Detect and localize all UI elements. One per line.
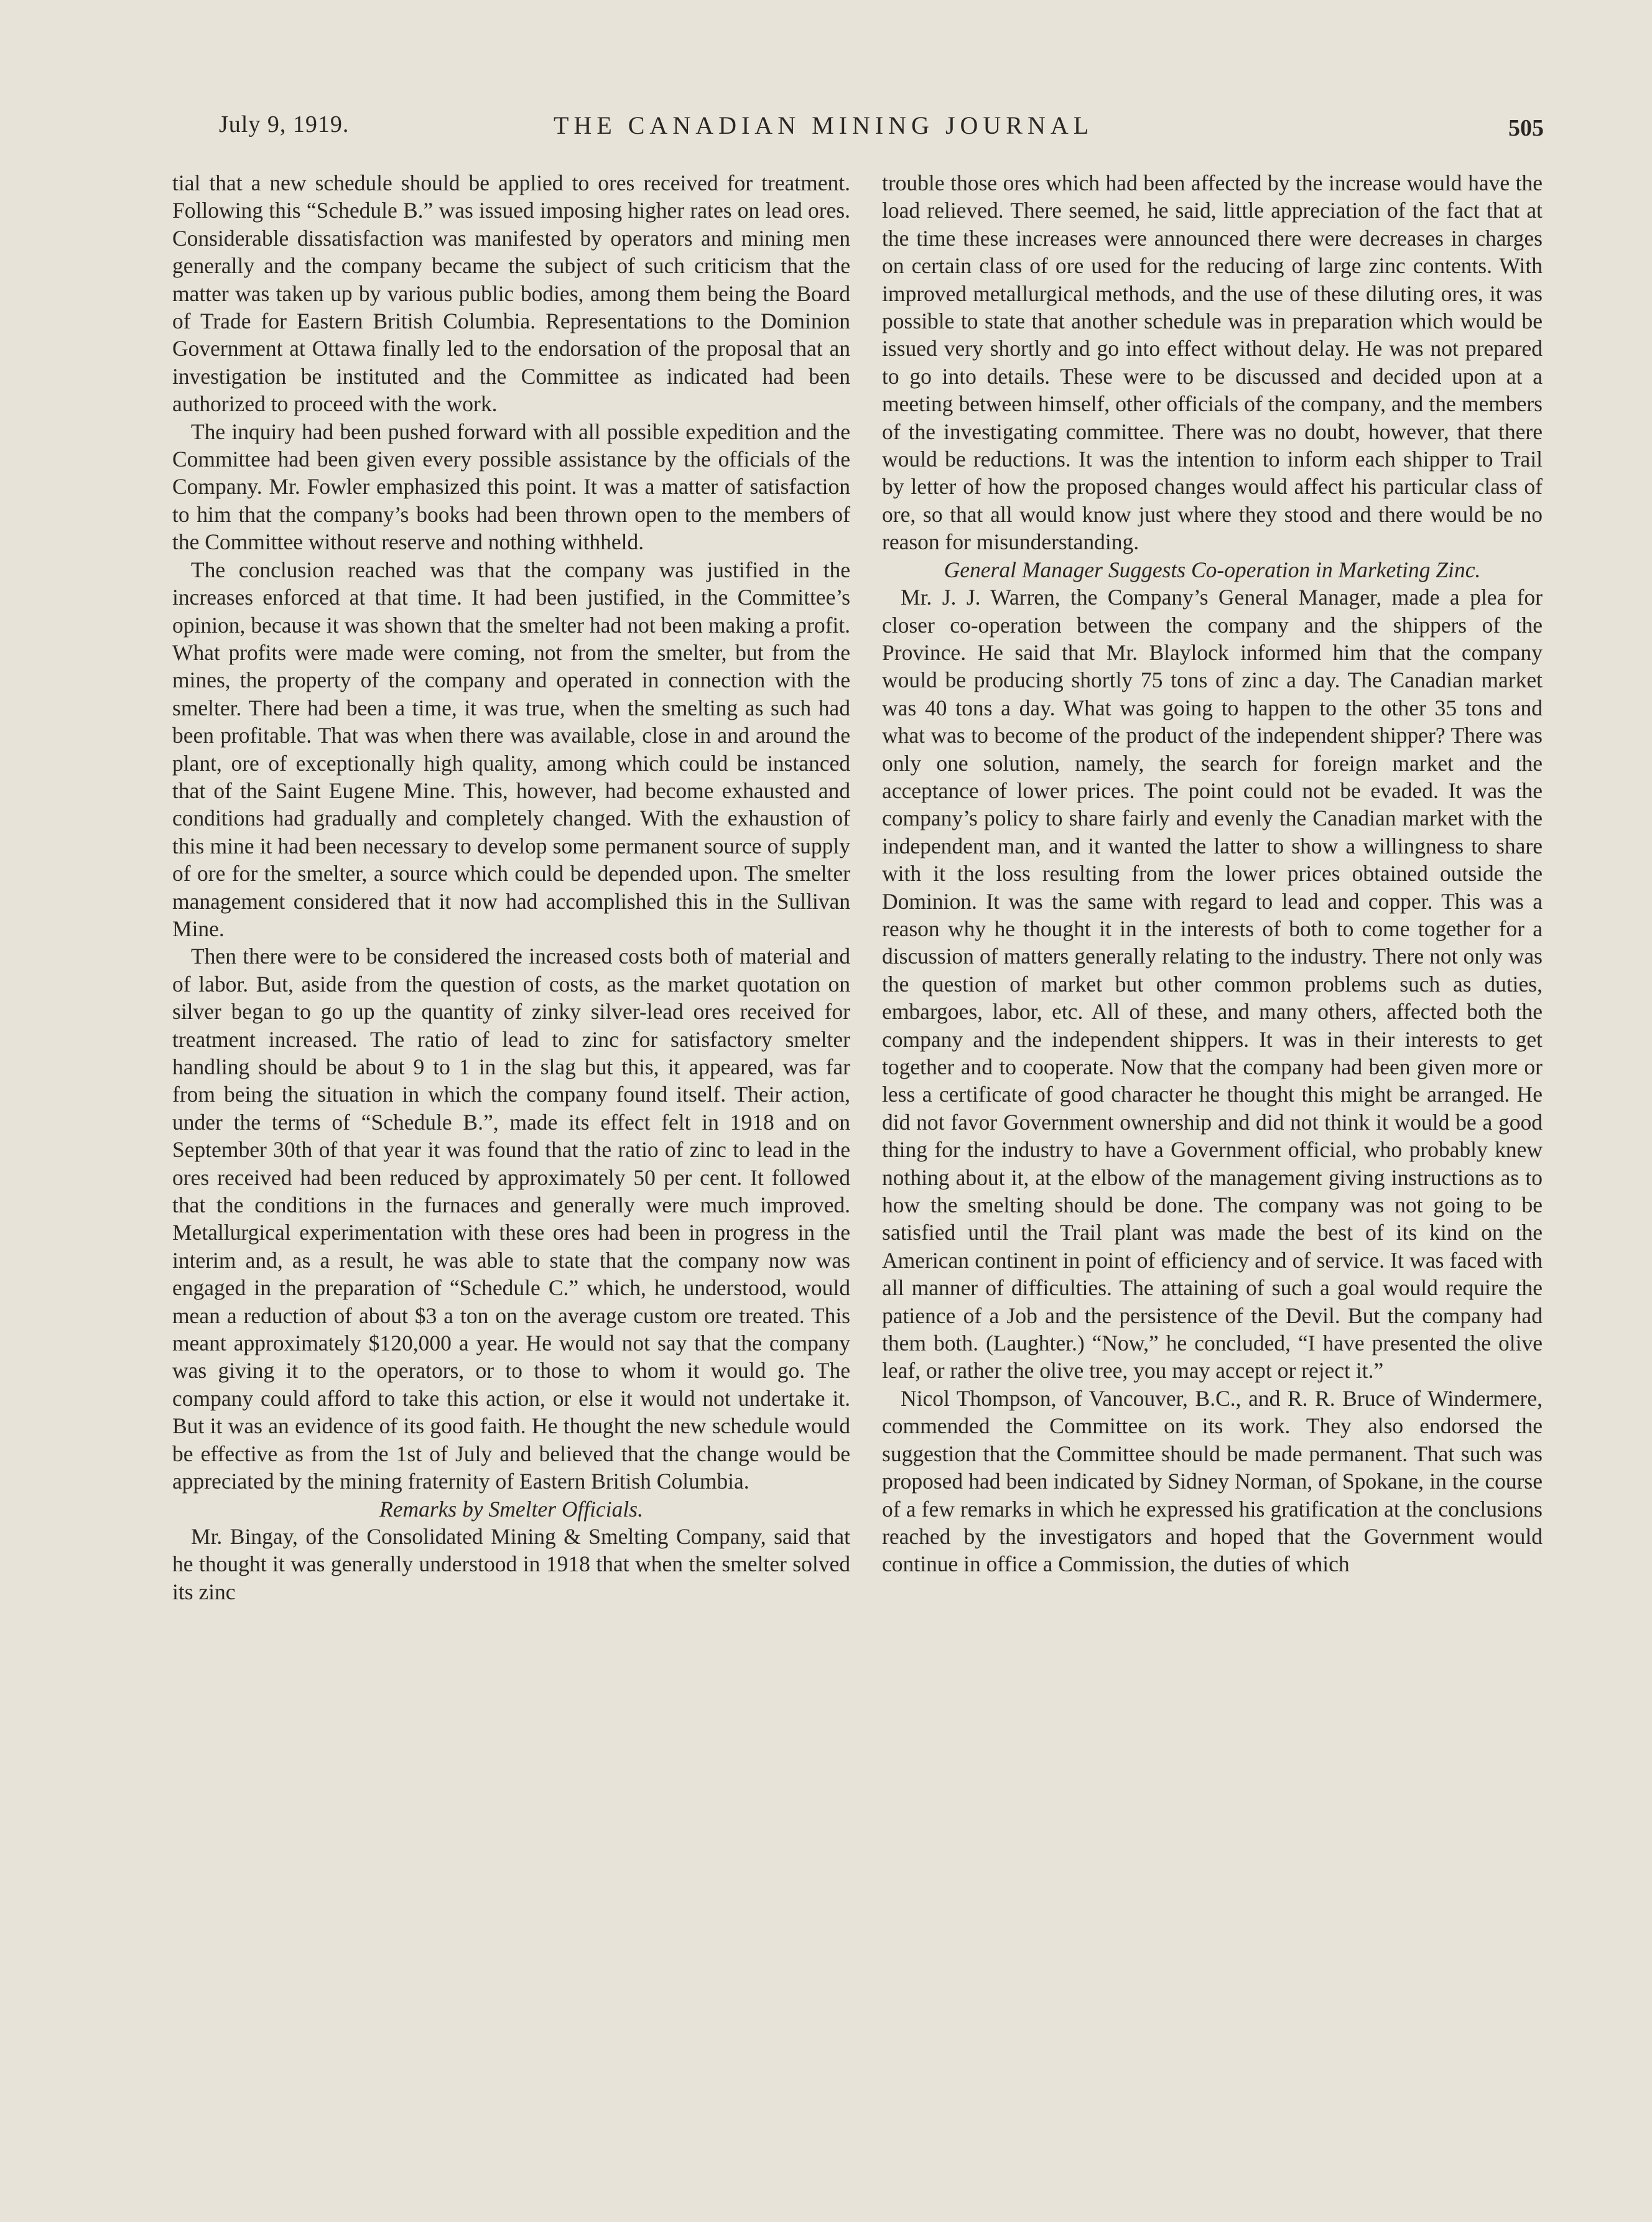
section-subheading: Remarks by Smelter Officials. [379,1496,643,1522]
running-header [0,111,1652,154]
paragraph: Nicol Thompson, of Vancouver, B.C., and R. R. Bruce of Windermere, commended the Committee on its work. They also endorsed the suggestion that the Committee should be made permanent. That such was proposed had been indicated by Sidney Norman, of Spokane, in the course of a few remarks in which he expressed his gratification at the conclusions reached by the investigators and hoped that the Government would continue in office a Commission, the duties of which [882,1385,1543,1577]
paragraph: Mr. J. J. Warren, the Company’s General Manager, made a plea for closer co-operation between the company and the shippers of the Province. He said that Mr. Blaylock informed him that the company would be producing shortly 75 tons of zinc a day. The Canadian market was 40 tons a day. What was going to happen to the other 35 tons and what was to become of the product of the independent shipper? There was only one solution, namely, the search for foreign market and the acceptance of lower prices. The point could not be evaded. It was the company’s policy to share fairly and evenly the Canadian market with the independent man, and it wanted the latter to show a willingness to share with it the loss resulting from the lower prices obtained outside the Dominion. It was the same with regard to lead and copper. This was a reason why he thought it in the interests of both to come together for a discussion of matters generally relating to the industry. There not only was the question of market but other common problems such as duties, embargoes, labor, etc. All of these, and many others, affected both the company and the independent shippers. It was in their interests to get together and to cooperate. Now that the company had been given more or less a certificate of good character he thought this might be arranged. He did not favor Government ownership and did not think it would be a good thing for the industry to have a Government official, who probably knew nothing about it, at the elbow of the management giving instructions as to how the smelting should be done. The company was not going to be satisfied until the Trail plant was made the best of its kind on the American continent in point of efficiency and of service. It was faced with all manner of difficulties. The attaining of such a goal would require the patience of a Job and the persistence of the Devil. But the company had them both. (Laughter.) “Now,” he concluded, “I have presented the olive leaf, or rather the olive tree, you may accept or reject it.” [882,585,1543,1383]
paragraph: trouble those ores which had been affected by the increase would have the load relieved. There seemed, he said, little appreciation of the fact that at the time these increases were announced there were decreases in charges on certain class of ore used for the reducing of large zinc contents. With improved metallurgical methods, and the use of these diluting ores, it was possible to state that another schedule was in preparation which would be issued very shortly and go into effect without delay. He was not prepared to go into details. These were to be discussed and decided upon at a meeting between himself, other officials of the company, and the members of the investigating committee. There was no doubt, however, that there would be reductions. It was the intention to inform each shipper to Trail by letter of how the proposed changes would affect his particular class of ore, so that all would know just where they stood and there would be no reason for misunderstanding. [882,170,1543,555]
paragraph: Mr. Bingay, of the Consolidated Mining & Smelting Company, said that he thought it was generally understood in 1918 that when the smelter solved its zinc [172,1523,850,1604]
issue-date: July 9, 1919. [219,111,350,137]
journal-title: THE CANADIAN MINING JOURNAL [554,111,1094,139]
paragraph: tial that a new schedule should be applied to ores received for treatment. Following this “Schedule B.” was issued imposing higher rates on lead ores. Considerable dissatisfaction was manifested by operators and mining men generally and the company became the subject of such criticism that the matter was taken up by various public bodies, among them being the Board of Trade for Eastern British Columbia. Representations to the Dominion Government at Ottawa finally led to the endorsation of the proposal that an investigation be instituted and the Committee as indicated had been authorized to proceed with the work. [172,170,850,417]
right-column [882,169,1543,1578]
left-column [172,169,850,1606]
page-number: 505 [1508,115,1544,141]
paragraph: The conclusion reached was that the company was justified in the increases enforced at that time. It had been justified, in the Committee’s opinion, because it was shown that the smelter had not been making a profit. What profits were made were coming, not from the smelter, but from the mines, the property of the company and operated in connection with the smelter. There had been a time, it was true, when the smelting as such had been profitable. That was when there was available, close in and around the plant, ore of exceptionally high quality, among which could be instanced that of the Saint Eugene Mine. This, however, had become exhausted and conditions had gradually and completely changed. With the exhaustion of this mine it had been necessary to develop some permanent source of supply of ore for the smelter, a source which could be depended upon. The smelter management considered that it now had accomplished this in the Sullivan Mine. [172,557,850,941]
paragraph: Then there were to be considered the increased costs both of material and of labor. But, aside from the question of costs, as the market quotation on silver began to go up the quantity of zinky silver-lead ores received for treatment increased. The ratio of lead to zinc for satisfactory smelter handling should be about 9 to 1 in the slag but this, it appeared, was far from being the situation in which the company found itself. Their action, under the terms of “Schedule B.”, made its effect felt in 1918 and on September 30th of that year it was found that the ratio of zinc to lead in the ores received had been reduced by approximately 50 per cent. It followed that the conditions in the furnaces and generally were much improved. Metallurgical experimentation with these ores had been in progress in the interim and, as a result, he was able to state that the company now was engaged in the preparation of “Schedule C.” which, he understood, would mean a reduction of about $3 a ton on the average custom ore treated. This meant approximately $120,000 a year. He would not say that the company was giving it to the operators, or to those to whom it would go. The company could afford to take this action, or else it would not undertake it. But it was an evidence of its good faith. He thought the new schedule would be effective as from the 1st of July and believed that the change would be appreciated by the mining fraternity of Eastern British Columbia. [172,944,850,1494]
section-subheading: General Manager Suggests Co-operation in Marketing Zinc. [944,557,1481,582]
paragraph: The inquiry had been pushed forward with all possible expedition and the Committee had been given every possible assistance by the officials of the Company. Mr. Fowler emphasized this point. It was a matter of satisfaction to him that the company’s books had been thrown open to the members of the Committee without reserve and nothing withheld. [172,419,850,555]
